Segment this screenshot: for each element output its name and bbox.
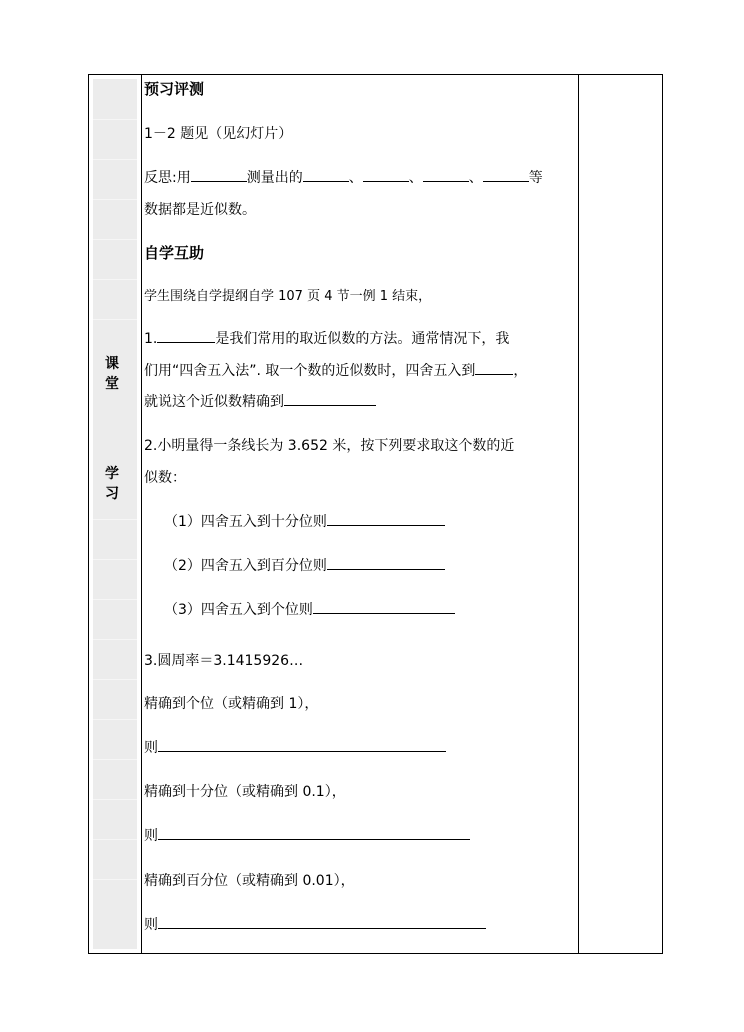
blank — [157, 330, 215, 343]
blank — [423, 169, 469, 182]
q2-line-2: 似数： — [144, 470, 186, 486]
q3-part-2-label: 精确到十分位（或精确到 0.1）， — [144, 784, 346, 800]
blank — [303, 169, 349, 182]
q2-line-1: 2.小明量得一条线长为 3.652 米，按下列要求取这个数的近 — [144, 438, 515, 454]
q2-item-1: （1）四舍五入到十分位则 — [164, 511, 445, 531]
self-study-intro: 学生围绕自学提纲自学 107 页 4 节一例 1 结束， — [144, 289, 432, 304]
self-study-heading: 自学互助 — [144, 244, 205, 262]
blank — [363, 169, 409, 182]
blank — [483, 169, 529, 182]
blank — [284, 393, 376, 406]
blank — [327, 557, 445, 570]
blank — [191, 169, 247, 182]
q1-line-3: 就说这个近似数精确到 — [144, 391, 376, 411]
q3-part-1-answer: 则 — [144, 737, 446, 757]
q2-item-2: （2）四舍五入到百分位则 — [164, 555, 445, 575]
preview-q12: 1－2 题见（见幻灯片） — [144, 126, 293, 142]
column-divider-right — [578, 75, 579, 953]
side-label-xuexi: 学 习 — [105, 466, 125, 502]
side-label-ketang: 课 堂 — [105, 356, 125, 392]
blank — [158, 916, 486, 929]
blank — [158, 739, 446, 752]
blank — [313, 601, 455, 614]
column-divider-left — [141, 75, 142, 953]
lesson-table — [88, 74, 663, 954]
blank — [475, 362, 513, 375]
q3-part-1-label: 精确到个位（或精确到 1）， — [144, 696, 319, 712]
blank — [327, 513, 445, 526]
reflection-line-2: 数据都是近似数。 — [144, 202, 256, 218]
q3-part-3-label: 精确到百分位（或精确到 0.01）， — [144, 873, 355, 889]
side-label-column — [93, 79, 137, 949]
q3-part-2-answer: 则 — [144, 825, 470, 845]
q2-item-3: （3）四舍五入到个位则 — [164, 599, 455, 619]
q1-line-2: 们用“四舍五入法”. 取一个数的近似数时，四舍五入到 ， — [144, 363, 528, 379]
q1-line-1: 1. 是我们常用的取近似数的方法。通常情况下，我 — [144, 331, 510, 347]
reflection-line-1: 反思:用 测量出的 、 、 、 等 — [144, 170, 543, 186]
preview-heading: 预习评测 — [144, 80, 205, 98]
q3-line: 3.圆周率＝3.1415926… — [144, 653, 304, 669]
blank — [158, 827, 470, 840]
q3-part-3-answer: 则 — [144, 914, 486, 934]
